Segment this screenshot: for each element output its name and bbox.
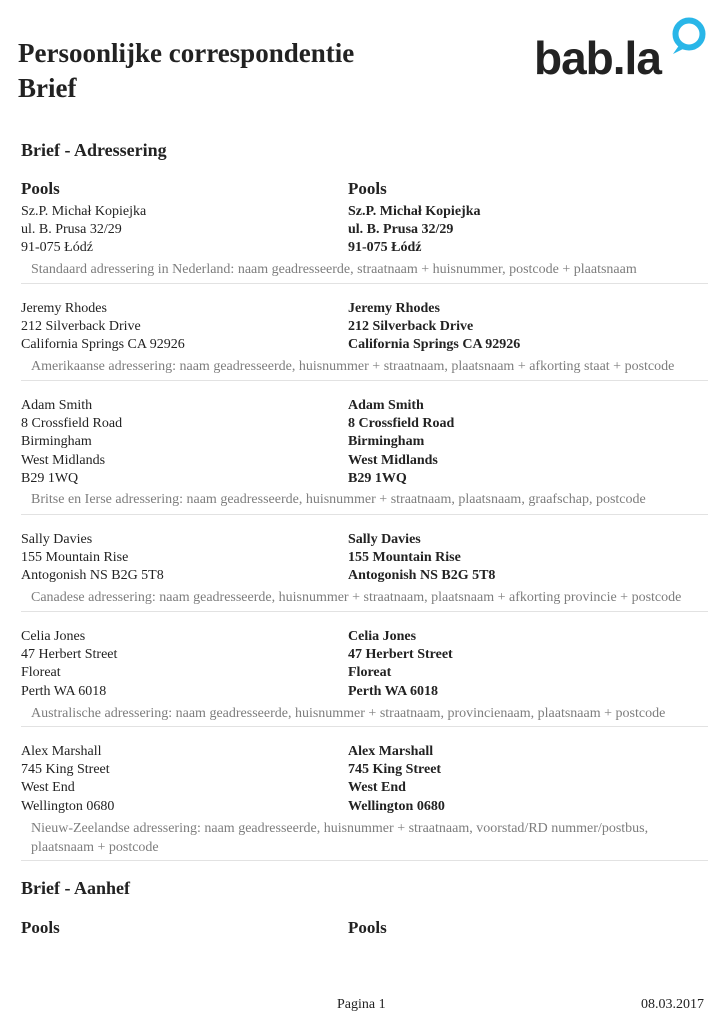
address-line: 47 Herbert Street — [348, 647, 453, 663]
address-line: Sz.P. Michał Kopiejka — [21, 204, 147, 219]
address-line: Jeremy Rhodes — [21, 301, 107, 316]
address-line: 8 Crossfield Road — [21, 416, 123, 432]
address-line: Floreat — [21, 665, 61, 681]
column-heading-target: Pools — [348, 918, 387, 937]
address-entry-australian — [21, 628, 708, 727]
address-source — [21, 203, 146, 258]
address-line: Adam Smith — [348, 398, 424, 413]
address-line: Perth WA 6018 — [21, 683, 107, 699]
address-line: Celia Jones — [21, 629, 86, 644]
address-line: 8 Crossfield Road — [348, 416, 455, 432]
address-line: Wellington 0680 — [21, 798, 115, 814]
column-heading-source: Pools — [21, 918, 60, 937]
address-line: Birmingham — [348, 434, 425, 450]
column-heading-target: Pools — [348, 179, 387, 198]
address-note: Australische adressering: naam geadresseerde, huisnummer + straatnaam, provincienaam, plaatsnaam + postcode — [31, 706, 666, 721]
address-line: West End — [21, 780, 75, 796]
logo-text: bab.la — [534, 32, 661, 84]
address-source — [21, 531, 164, 586]
address-line: Sally Davies — [348, 532, 421, 547]
address-line: Sally Davies — [21, 532, 93, 547]
address-translation — [348, 203, 481, 258]
address-line: ul. B. Prusa 32/29 — [21, 222, 122, 238]
address-line: Antogonish NS B2G 5T8 — [348, 568, 496, 584]
address-line: 212 Silverback Drive — [348, 319, 474, 335]
address-line: California Springs CA 92926 — [21, 337, 185, 353]
address-source — [21, 300, 185, 355]
address-source — [21, 628, 117, 701]
address-entry-canadian — [21, 531, 708, 612]
column-heading-source: Pools — [21, 179, 60, 198]
address-line: West End — [348, 780, 406, 796]
address-line: Wellington 0680 — [348, 798, 445, 814]
address-entry-american — [21, 300, 708, 381]
address-translation — [348, 743, 445, 816]
address-source — [21, 743, 114, 816]
address-line: Sz.P. Michał Kopiejka — [348, 204, 481, 219]
page-title-line-1: Persoonlijke correspondentie — [18, 38, 355, 68]
address-line: Adam Smith — [21, 398, 93, 413]
address-line: ul. B. Prusa 32/29 — [348, 222, 454, 238]
address-translation — [348, 628, 453, 701]
address-line: 745 King Street — [348, 762, 442, 778]
address-line: B29 1WQ — [21, 470, 79, 486]
speech-bubble-icon — [673, 21, 703, 55]
page-title — [18, 36, 354, 106]
address-entry-polish — [21, 203, 708, 284]
address-line: Celia Jones — [348, 629, 417, 644]
address-translation — [348, 397, 454, 488]
footer-date: 08.03.2017 — [641, 997, 704, 1012]
address-note: Nieuw-Zeelandse adressering: naam geadresseerde, huisnummer + straatnaam, voorstad/RD nummer/postbus, plaatsnaam + postcode — [31, 821, 649, 855]
address-line: 212 Silverback Drive — [21, 319, 141, 335]
address-note: Britse en Ierse adressering: naam geadresseerde, huisnummer + straatnaam, plaatsnaam, graafschap, postcode — [31, 492, 646, 507]
page-number: Pagina 1 — [337, 997, 386, 1012]
page-title-line-2: Brief — [18, 73, 77, 103]
address-line: 91-075 Łódź — [21, 240, 93, 256]
address-line: B29 1WQ — [348, 470, 407, 486]
address-line: Antogonish NS B2G 5T8 — [21, 568, 164, 584]
address-note: Amerikaanse adressering: naam geadresseerde, huisnummer + straatnaam, plaatsnaam + afkorting staat + postcode — [31, 359, 675, 374]
address-line: Floreat — [348, 665, 392, 681]
address-source — [21, 397, 122, 488]
address-note: Standaard adressering in Nederland: naam geadresseerde, straatnaam + huisnummer, postcode + plaatsnaam — [31, 262, 637, 277]
address-line: West Midlands — [21, 452, 106, 468]
address-line: Perth WA 6018 — [348, 683, 438, 699]
babla-logo — [532, 14, 712, 84]
address-line: Alex Marshall — [21, 744, 102, 759]
address-line: West Midlands — [348, 452, 438, 468]
address-translation — [348, 300, 520, 355]
address-line: California Springs CA 92926 — [348, 337, 521, 353]
address-translation — [348, 531, 495, 586]
address-line: 745 King Street — [21, 762, 110, 778]
address-line: 155 Mountain Rise — [21, 550, 129, 566]
address-entry-british — [21, 397, 708, 515]
address-line: 155 Mountain Rise — [348, 550, 461, 566]
address-line: Birmingham — [21, 434, 92, 450]
address-line: 47 Herbert Street — [21, 647, 118, 663]
section-heading-addressing: Brief - Adressering — [21, 140, 167, 160]
address-entry-new-zealand — [21, 743, 708, 861]
address-note: Canadese adressering: naam geadresseerde, huisnummer + straatnaam, plaatsnaam + afkorting provincie + postcode — [31, 590, 682, 605]
section-heading-salutation: Brief - Aanhef — [21, 878, 130, 898]
address-line: Alex Marshall — [348, 744, 434, 759]
address-line: Jeremy Rhodes — [348, 301, 440, 316]
address-line: 91-075 Łódź — [348, 240, 422, 256]
